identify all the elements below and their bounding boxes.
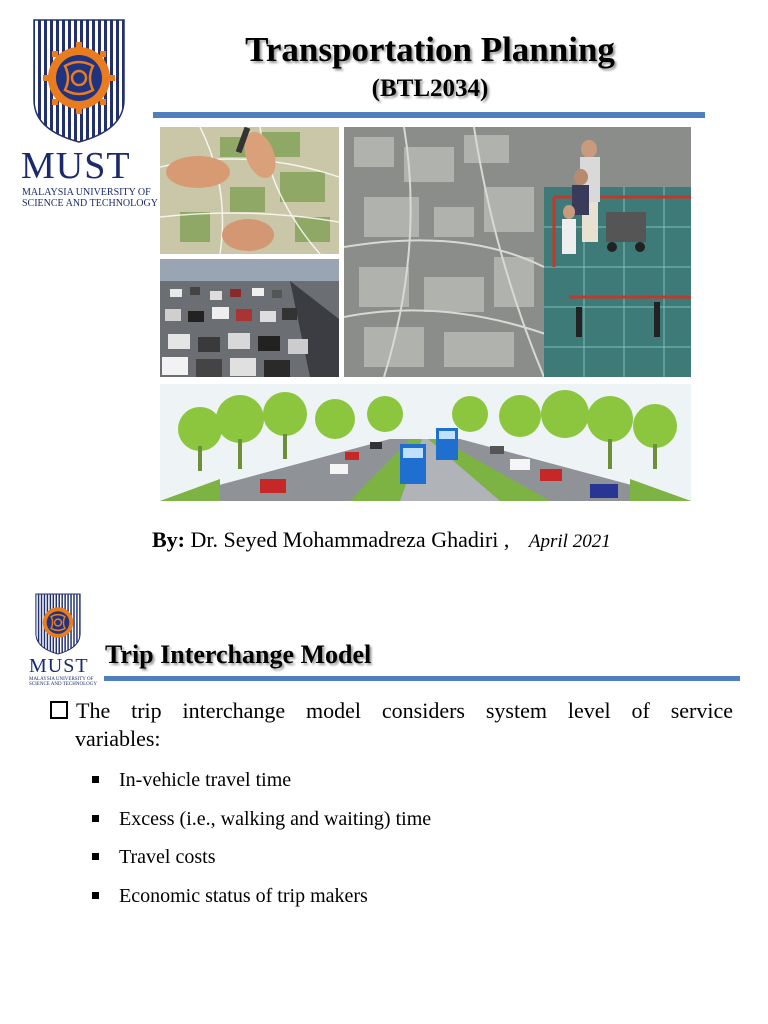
square-bullet-icon	[92, 776, 99, 783]
author-name: Dr. Seyed Mohammadreza Ghadiri ,	[190, 527, 510, 552]
checkbox-bullet-icon	[50, 701, 68, 719]
planning-model-photo	[160, 127, 339, 254]
title-divider	[104, 676, 740, 681]
city-model-photo	[344, 127, 691, 377]
course-code: (BTL2034)	[371, 75, 489, 102]
logo-subtitle-line2: SCIENCE AND TECHNOLOGY	[22, 198, 158, 209]
logo-wordmark: MUST	[21, 145, 131, 187]
byline-label: By:	[152, 527, 185, 552]
presentation-title: Transportation Planning	[245, 30, 615, 69]
square-bullet-icon	[92, 892, 99, 899]
logo-subtitle-line1: MALAYSIA UNIVERSITY OF	[29, 677, 94, 682]
must-shield-icon	[34, 593, 82, 655]
byline	[152, 527, 611, 553]
intro-line-1: The trip interchange model considers system level of service	[76, 698, 733, 723]
logo-subtitle-line1: MALAYSIA UNIVERSITY OF	[22, 187, 151, 198]
square-bullet-icon	[92, 815, 99, 822]
slide-title: Trip Interchange Model	[105, 640, 372, 669]
street-illustration	[160, 384, 691, 501]
logo-subtitle-line2: SCIENCE AND TECHNOLOGY	[29, 682, 97, 687]
traffic-photo	[160, 259, 339, 377]
intro-line-2: variables:	[75, 726, 161, 751]
square-bullet-icon	[92, 853, 99, 860]
logo-wordmark: MUST	[29, 655, 89, 677]
presentation-date: April 2021	[528, 531, 611, 552]
title-divider	[153, 112, 705, 118]
intro-paragraph	[50, 697, 733, 753]
must-shield-icon	[32, 18, 126, 144]
